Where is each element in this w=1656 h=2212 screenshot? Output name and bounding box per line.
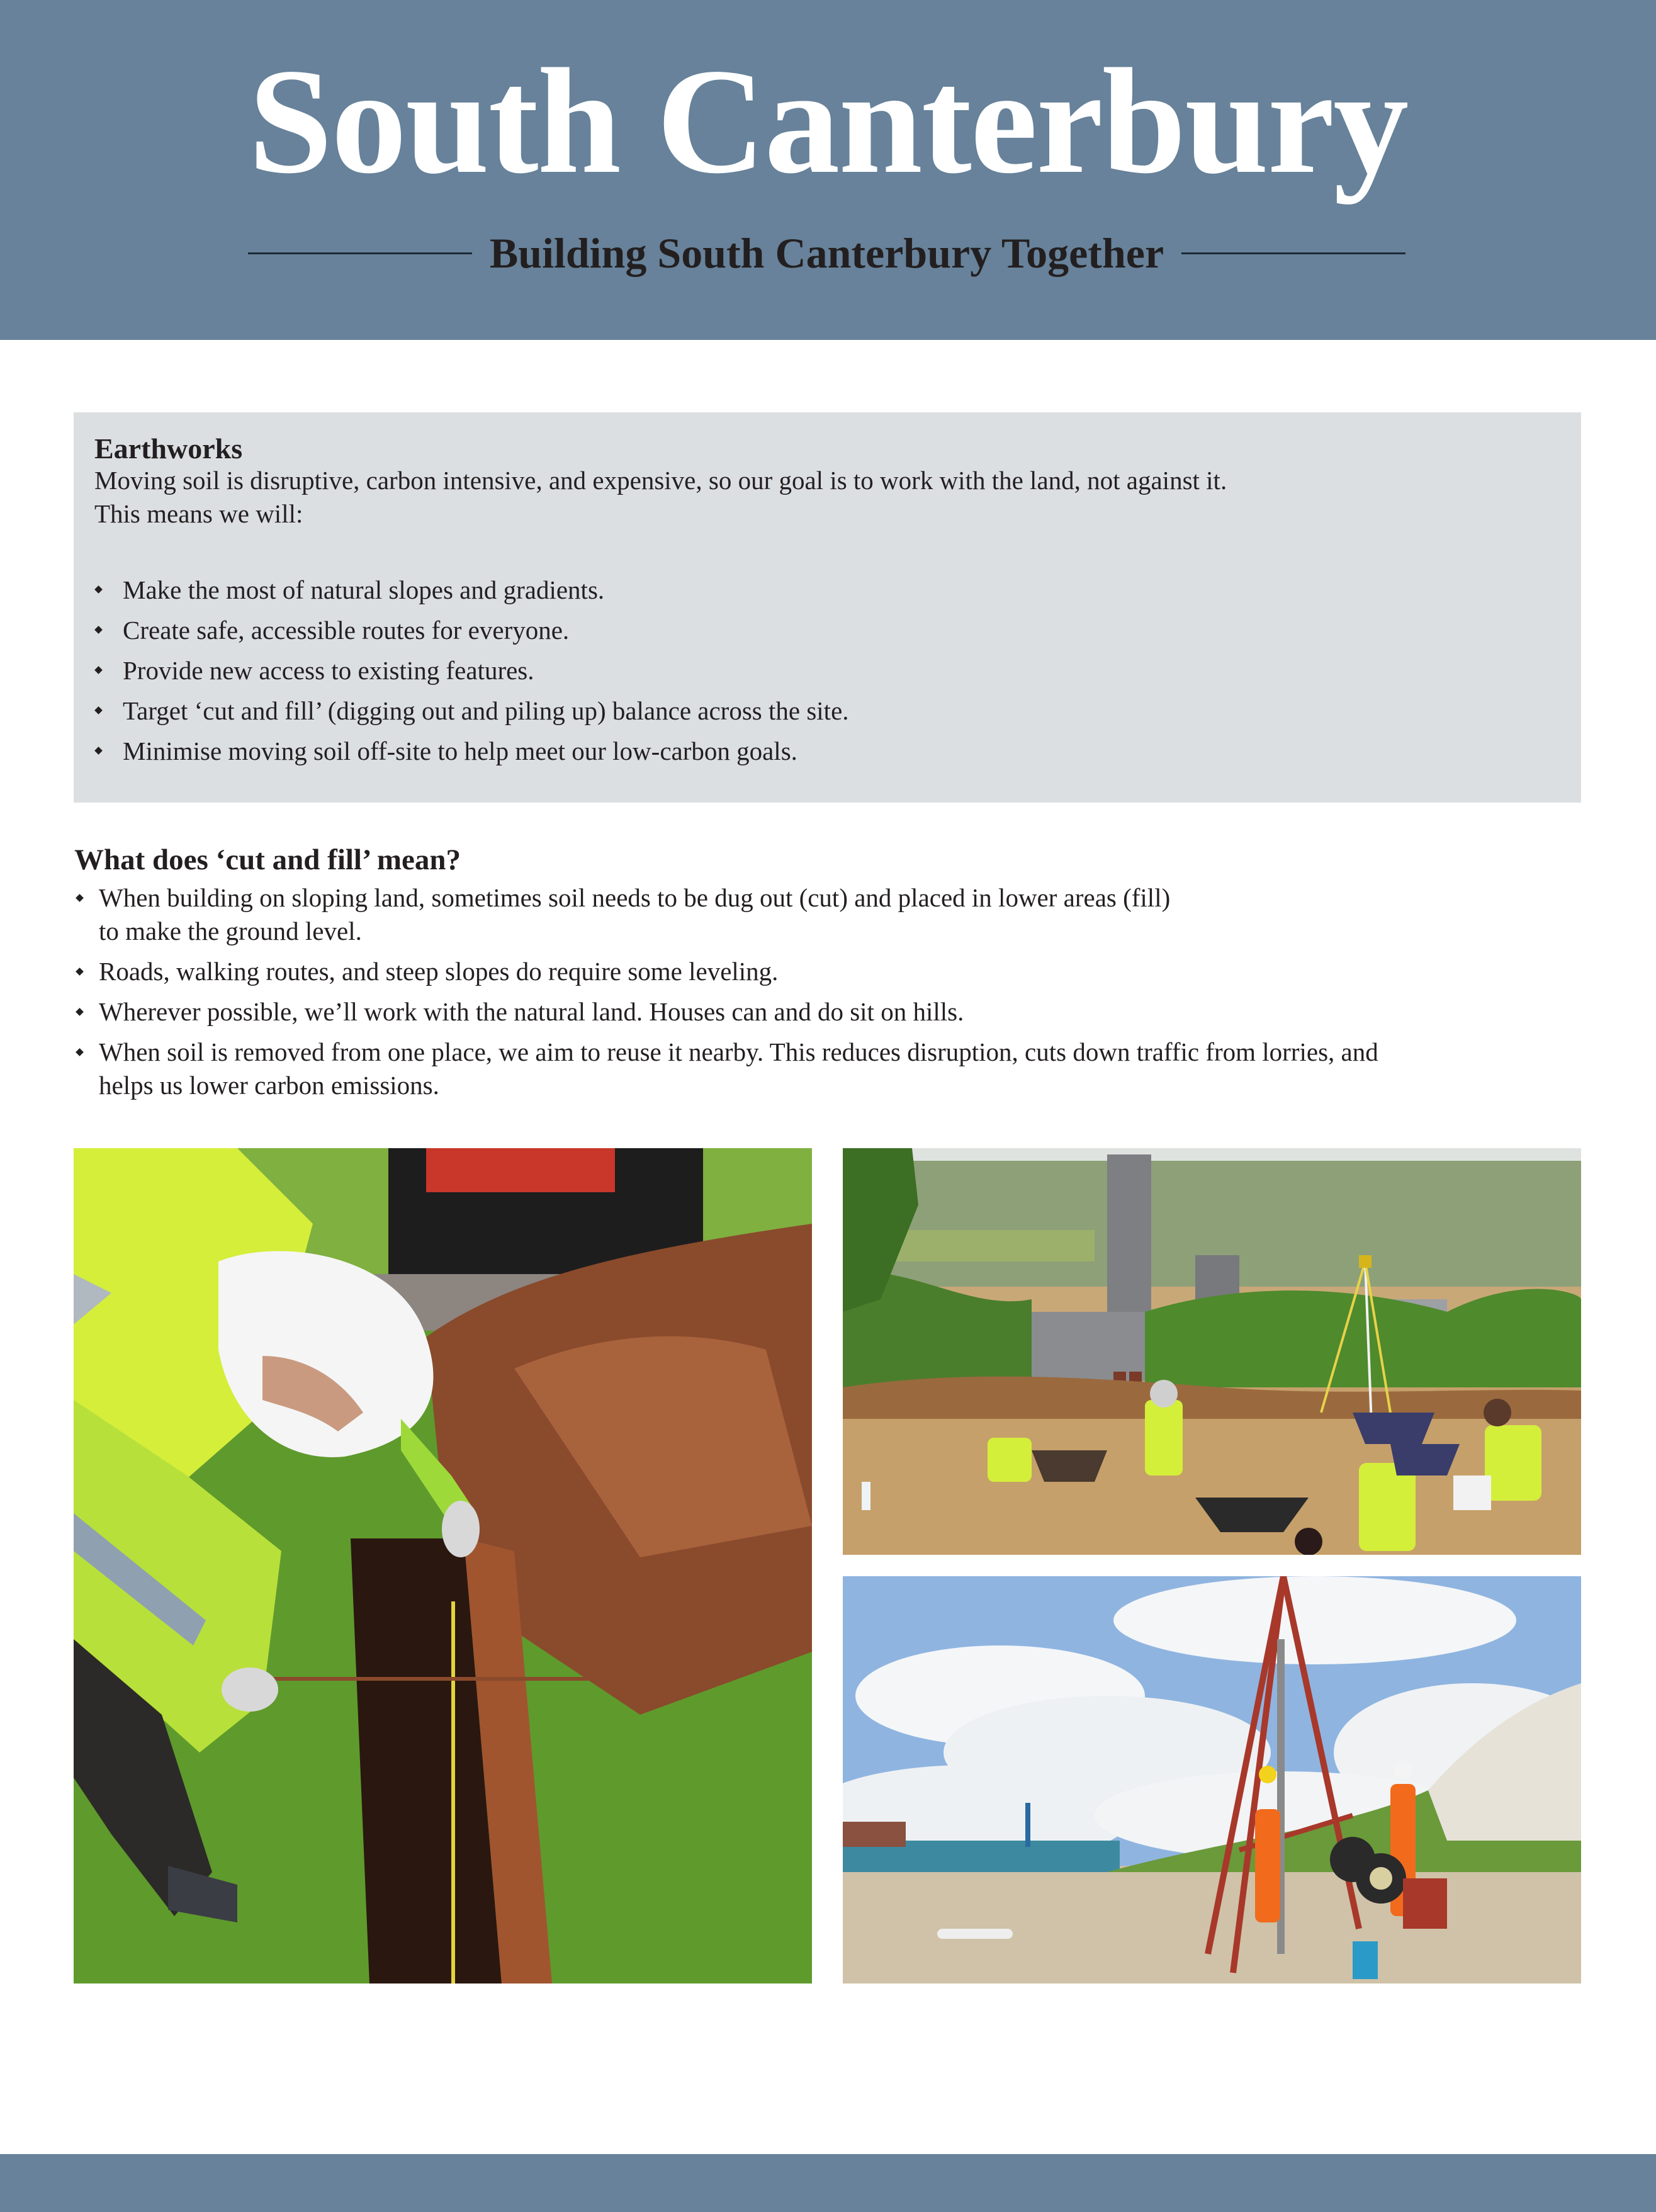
- list-item-text: to make the ground level.: [99, 917, 362, 945]
- list-item-text: When soil is removed from one place, we aim to reuse it nearby. This reduces disruption, cuts down traffic from lorries, and: [99, 1037, 1378, 1066]
- list-item-text: Create safe, accessible routes for everyone.: [123, 616, 570, 645]
- list-item: [74, 1035, 1585, 1102]
- diamond-bullet-icon: [76, 894, 84, 902]
- list-item: [74, 881, 1585, 948]
- cut-and-fill-heading: What does ‘cut and fill’ mean?: [74, 844, 461, 876]
- earthworks-intro-line: This means we will:: [94, 499, 303, 528]
- list-item-text: When building on sloping land, sometimes soil needs to be dug out (cut) and placed in lower areas (fill): [99, 883, 1171, 912]
- list-item: [94, 731, 849, 771]
- list-item: [74, 955, 1585, 988]
- drilling-illustration: [843, 1576, 1581, 1983]
- trench-illustration: [74, 1148, 812, 1983]
- diamond-bullet-icon: [94, 706, 103, 714]
- dig-illustration: [843, 1148, 1581, 1555]
- earthworks-list: [94, 570, 849, 771]
- list-item-text: Make the most of natural slopes and gradients.: [123, 575, 605, 604]
- list-item-text: Minimise moving soil off-site to help meet our low-carbon goals.: [123, 736, 797, 765]
- photo-worker-trench: [74, 1148, 812, 1983]
- list-item: [74, 995, 1585, 1029]
- earthworks-intro-line: Moving soil is disruptive, carbon intensive, and expensive, so our goal is to work with the land, not against it.: [94, 466, 1227, 495]
- photo-drilling-rig: [843, 1576, 1581, 1983]
- list-item: [94, 570, 849, 610]
- subtitle-rule-left: [248, 252, 472, 254]
- page-title: South Canterbury: [248, 37, 1408, 205]
- page-subtitle: Building South Canterbury Together: [489, 229, 1164, 277]
- earthworks-heading: Earthworks: [94, 432, 243, 465]
- diamond-bullet-icon: [76, 1048, 84, 1056]
- footer-banner: [0, 2154, 1656, 2212]
- list-item: [94, 691, 849, 731]
- diamond-bullet-icon: [76, 1008, 84, 1016]
- list-item-text: Wherever possible, we’ll work with the natural land. Houses can and do sit on hills.: [99, 997, 964, 1026]
- cut-and-fill-list: [74, 881, 1585, 1109]
- photo-archaeology-dig: [843, 1148, 1581, 1555]
- list-item: [94, 610, 849, 650]
- subtitle-row: [248, 228, 1405, 278]
- subtitle-rule-right: [1181, 252, 1405, 254]
- earthworks-panel: [74, 412, 1581, 803]
- diamond-bullet-icon: [94, 585, 103, 594]
- list-item: [94, 650, 849, 691]
- diamond-bullet-icon: [94, 666, 103, 674]
- list-item-text: Roads, walking routes, and steep slopes do require some leveling.: [99, 957, 779, 986]
- diamond-bullet-icon: [94, 747, 103, 755]
- earthworks-intro: [94, 464, 1227, 531]
- list-item-text: helps us lower carbon emissions.: [99, 1071, 439, 1100]
- diamond-bullet-icon: [76, 968, 84, 976]
- list-item-text: Target ‘cut and fill’ (digging out and piling up) balance across the site.: [123, 696, 849, 725]
- header-banner: [0, 0, 1656, 340]
- list-item-text: Provide new access to existing features.: [123, 656, 534, 685]
- diamond-bullet-icon: [94, 626, 103, 634]
